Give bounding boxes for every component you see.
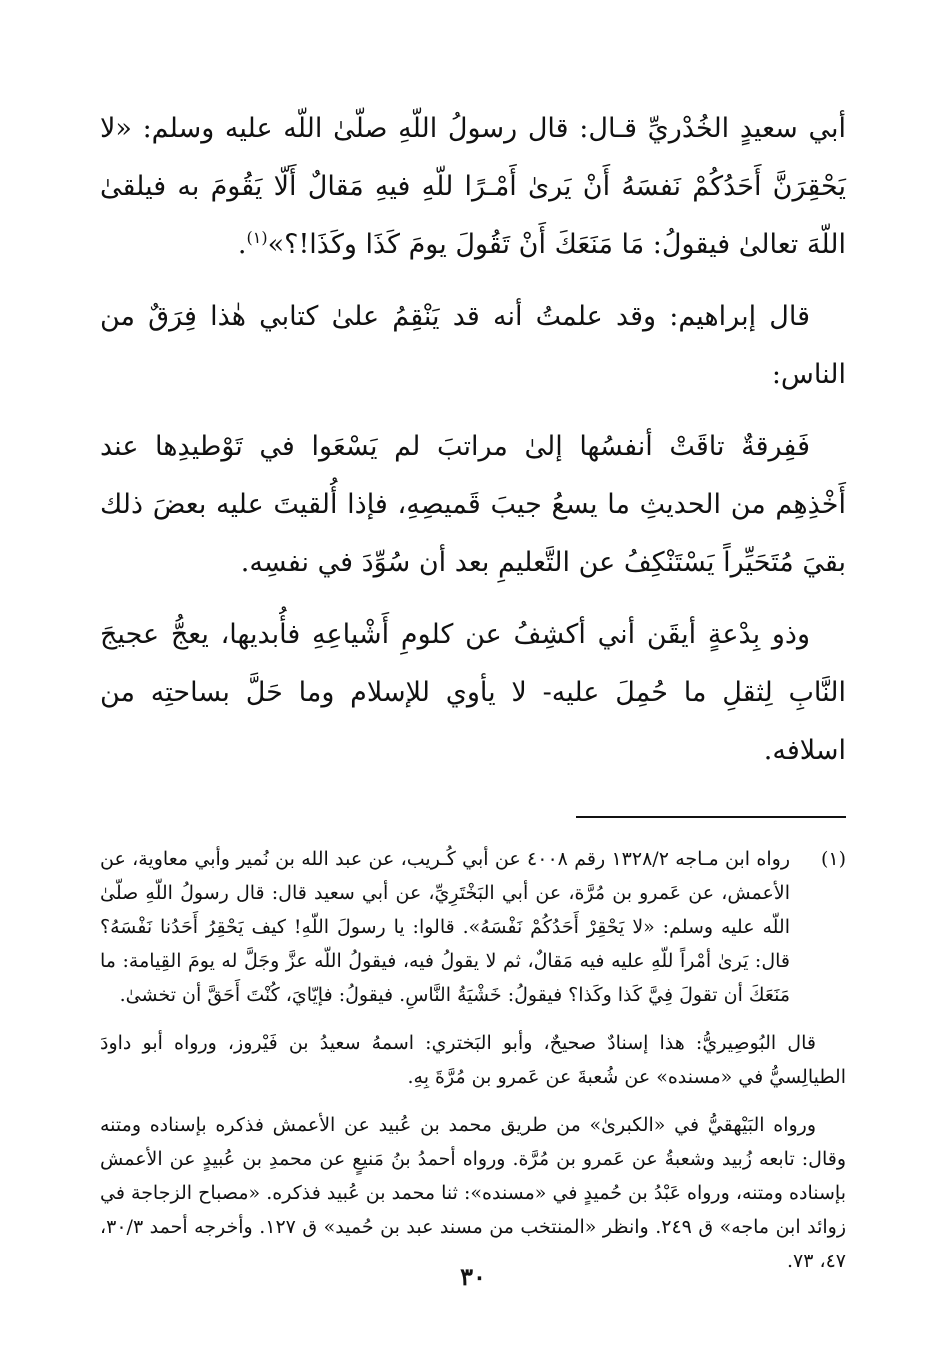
footnote-bayhaqi: ورواه البَيْهقيُّ في «الكبرىٰ» من طريق محمد بن عُبيد عن الأعمش فذكره بإسناده ومتنه وقال: تابعه زُبيد وشعبةُ عن عَمرو بن مُرَّة. ورواه أحمدُ بنُ مَنيعٍ عن محمدِ بن عُبيدٍ عن الأعمش بإسناده ومتنه، ورواه عَبْدُ بن حُميدٍ في «مسنده»: ثنا محمد بن عُبيد فذكره. «مصباح الزجاجة في زوائد ابن ماجه» ق ٢٤٩. وانظر «المنتخب من مسند عبد بن حُميد» ق ١٢٧. وأخرجه أحمد ٣٠/٣، ٤٧، ٧٣. [100, 1114, 846, 1272]
paragraph-first-group: فَفِرقةٌ تاقَتْ أنفسُها إلىٰ مراتبَ لم يَسْعَوا في تَوْطيدِها عند أَخْذِهِم من الحديثِ ما يسعُ جيبَ قَميصِهِ، فإذا أُلقيتَ عليه بعضَ ذلك بقيَ مُتَحَيِّراً يَسْتَنْكِفُ عن التَّعليمِ بعد أن سُوِّدَ في نفسِه. [100, 431, 846, 578]
paragraph-ibrahim: قال إبراهيم: وقد علمتُ أنه قد يَنْقِمُ علىٰ كتابي هٰذا فِرَقٌ من الناس: [100, 301, 846, 390]
page-number: ٣٠ [460, 1262, 486, 1291]
footnote-number: (١) [820, 848, 846, 870]
paragraph-hadith [100, 100, 846, 274]
main-text [100, 100, 846, 780]
footnote-1 [100, 842, 846, 1012]
hadith-end: . [237, 229, 247, 260]
footnote-text: رواه ابن مـاجه ١٣٢٨/٢ رقم ٤٠٠٨ عن أبي كُـريب، عن عبد الله بن نُمير وأبي معاوية، عن الأعمش، عن عَمرو بن مُرَّة، عن أبي البَخْتَرِيِّ، عن أبي سعيد قال: قال رسولُ اللّهِ صلّىٰ اللّه عليه وسلم: «لا يَحْقِرْ أَحَدُكُمْ نَفْسَهُ». قالوا: يا رسولَ اللّهِ! كيف يَحْقِرُ أَحَدُنا نَفْسَهُ؟ قال: يَرىٰ أمْراً للّهِ عليه فيه مَقالٌ، ثم لا يقولُ فيه، فيقولُ اللّه عزَّ وجَلَّ له يومَ القِيامة: ما مَنَعَكَ أن تقولَ فِيَّ كَذا وكَذا؟ فيقولُ: خَشْيَةُ النَّاسِ. فيقولُ: فإيّايَ، كُنْتَ أَحَقَّ أن تخشىٰ. [100, 848, 791, 1006]
paragraph-innovator: وذو بِدْعةٍ أيقَن أني أكشِفُ عن كلومِ أَشْياعِهِ فأُبديها، يعجُّ عجيجَ النَّابِ لِثقلِ ما حُمِلَ عليه- لا يأوي للإسلام وما حَلَّ بساحتِه من اسلافه. [100, 619, 846, 766]
footnote-divider [576, 816, 846, 818]
hadith-text: أبي سعيدٍ الخُدْريِّ قـال: قال رسولُ اللّهِ صلّىٰ اللّه عليه وسلم: «لا يَحْقِرَنَّ أَحَدُكُمْ نَفسَهُ أَنْ يَرىٰ أَمْـرًا للّهِ فيهِ مَقالٌ أَلّا يَقُومَ به فيلقىٰ اللّهَ تعالىٰ فيقولُ: مَا مَنَعَكَ أَنْ تَقُولَ يومَ كَذَا وكَذَا!؟» [100, 113, 846, 260]
footnote-busiri: قال البُوصِيريُّ: هذا إسنادٌ صحيحٌ، وأبو البَختري: اسمهُ سعيدُ بن فَيْروز، ورواه أبو داودَ الطيالِسيُّ في «مسنده» عن شُعبةَ عن عَمرو بن مُرَّةَ بِهِ. [100, 1032, 846, 1088]
footnote-ref: (١) [246, 228, 268, 247]
footnotes [100, 842, 846, 1278]
